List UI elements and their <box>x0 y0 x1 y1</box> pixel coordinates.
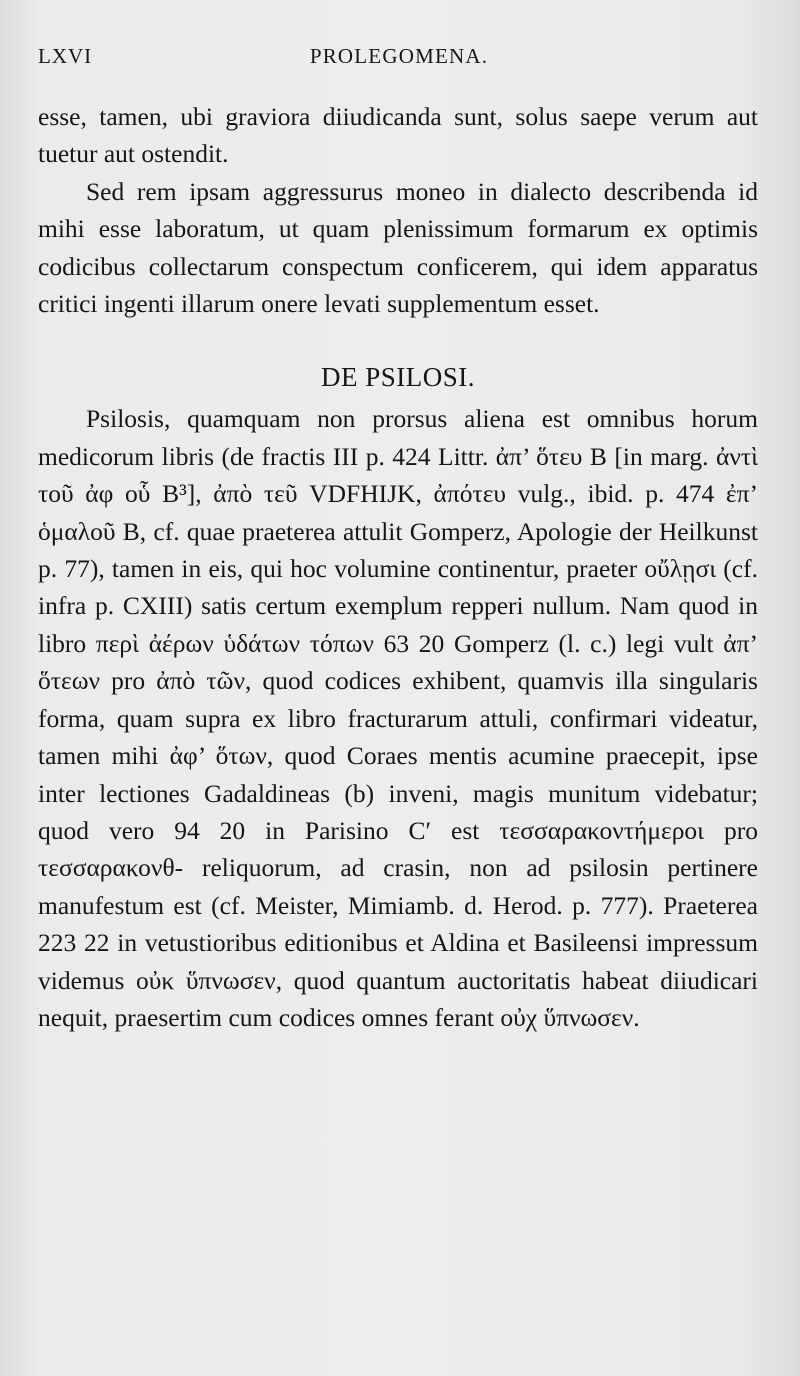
running-title: PROLEGOMENA. <box>309 44 489 68</box>
main-text <box>38 98 758 1036</box>
running-head <box>38 44 760 74</box>
paragraph-psilosis: Psilosis, quamquam non prorsus aliena est omnibus horum medicorum libris (de fractis III p. 424 Littr. ἀπ’ ὅτευ B [in marg. ἀντὶ τοῦ ἀφ οὗ B³], ἀπὸ τεῦ VDFHIJK, ἀπότευ vulg., ibid. p. 474 ἐπ’ ὁμαλοῦ B, cf. quae praeterea attulit Gomperz, Apologie der Heilkunst p. 77), tamen in eis, qui hoc volumine continentur, praeter οὔλῃσι (cf. infra p. CXIII) satis certum exemplum repperi nullum. Nam quod in libro περὶ ἀέρων ὑδάτων τόπων 63 20 Gomperz (l. c.) legi vult ἀπ’ ὅτεων pro ἀπὸ τῶν, quod codices exhibent, quamvis illa singularis forma, quam supra ex libro fracturarum attuli, confirmari videatur, tamen mihi ἀφ’ ὅτων, quod Coraes mentis acumine praecepit, ipse inter lectiones Gadaldineas (b) inveni, magis munitum videbatur; quod vero 94 20 in Parisino C′ est τεσσαρακοντήμεροι pro τεσσαρακονθ- reliquorum, ad crasin, non ad psilosin pertinere manufestum est (cf. Meister, Mimiamb. d. Herod. p. 777). Praeterea 223 22 in vetustioribus editionibus et Aldina et Basileensi impressum videmus οὐκ ὕπνωσεν, quod quantum auctoritatis habeat diiudicari nequit, praesertim cum codices omnes ferant οὐχ ὕπνωσεν. <box>38 404 758 1032</box>
page-number: LXVI <box>38 44 93 68</box>
section-heading: DE PSILOSI. <box>320 362 475 393</box>
paragraph-dialect: Sed rem ipsam aggressurus moneo in dialecto describenda id mihi esse laboratum, ut quam plenissimum formarum ex optimis codicibus collectarum conspectum conficerem, qui idem apparatus critici ingenti illarum onere levati supplementum esset. <box>38 176 758 319</box>
paragraph-continued: esse, tamen, ubi graviora diiudicanda sunt, solus saepe verum aut tuetur aut ostendit. <box>38 102 758 169</box>
